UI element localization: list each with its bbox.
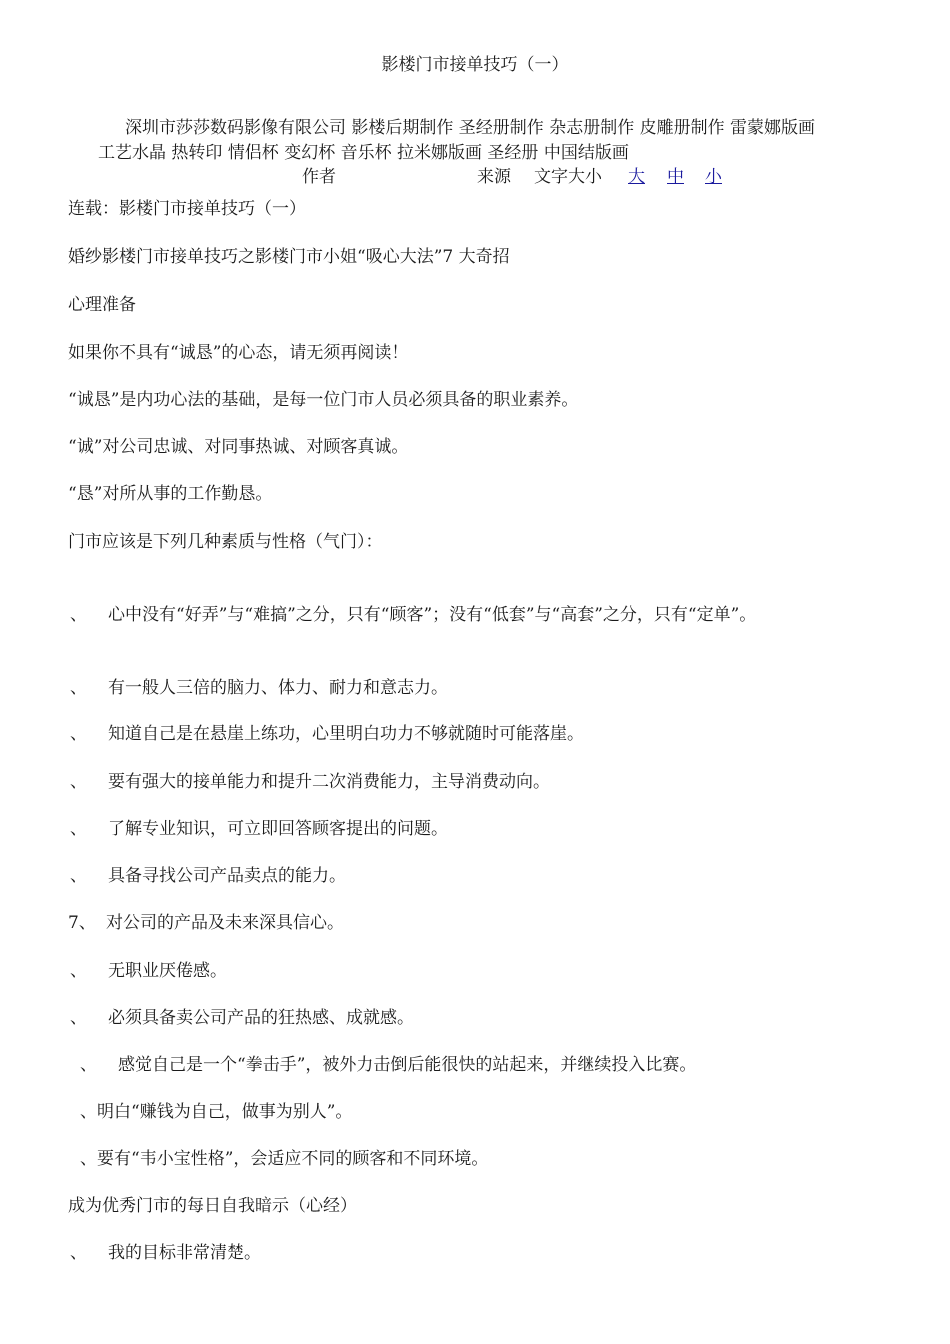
list-item-text: 心中没有“好弄”与“难搞”之分，只有“顾客”；没有“低套”与“高套”之分，只有“定单”。	[108, 605, 757, 625]
list-item-mark: 、	[70, 605, 87, 625]
list-item-text: 明白“赚钱为自己，做事为别人”。	[97, 1102, 353, 1122]
list-item-mark: 7、	[68, 913, 96, 933]
list-item-mark: 、	[70, 678, 87, 698]
font-size-label: 文字大小	[534, 167, 602, 187]
list-item-mark: 、	[70, 866, 87, 886]
list-item	[70, 771, 550, 793]
source-label: 来源	[477, 167, 511, 187]
list-item-mark: 、	[70, 772, 87, 792]
list-item	[70, 865, 346, 887]
list-item-text: 我的目标非常清楚。	[108, 1243, 261, 1263]
font-size-large-link[interactable]: 大	[628, 167, 645, 187]
list-item	[70, 603, 886, 627]
font-size-small-link[interactable]: 小	[705, 167, 722, 187]
list-item-text: 要有强大的接单能力和提升二次消费能力，主导消费动向。	[108, 772, 550, 792]
list-item-mark: 、	[70, 1008, 87, 1028]
list-item-text: 了解专业知识，可立即回答顾客提出的问题。	[108, 819, 448, 839]
font-size-medium-link[interactable]: 中	[667, 167, 684, 187]
list-item-mark: 、	[70, 1243, 87, 1263]
list-item	[70, 1007, 414, 1029]
list-item	[80, 1054, 696, 1076]
article-subtitle: 婚纱影楼门市接单技巧之影楼门市小姐“吸心大法”7 大奇招	[68, 247, 510, 267]
list-item-mark: 、	[80, 1149, 97, 1169]
list-item-mark: 、	[70, 819, 87, 839]
list-item	[68, 912, 344, 934]
list-item	[70, 677, 448, 699]
list-item	[70, 960, 227, 982]
list-item-text: 必须具备卖公司产品的狂热感、成就感。	[108, 1008, 414, 1028]
list-item	[70, 723, 584, 745]
list-item-text: 对公司的产品及未来深具信心。	[106, 913, 344, 933]
author-label: 作者	[302, 167, 336, 187]
paragraph: “诚”对公司忠诚、对同事热诚、对顾客真诚。	[68, 437, 409, 457]
section-heading-daily-affirmation: 成为优秀门市的每日自我暗示（心经）	[68, 1196, 357, 1216]
serial-title: 连载：影楼门市接单技巧（一）	[68, 199, 306, 219]
list-item-text: 无职业厌倦感。	[108, 961, 227, 981]
company-line: 深圳市莎莎数码影像有限公司 影楼后期制作 圣经册制作 杂志册制作 皮雕册制作 雷蒙娜版画	[124, 118, 816, 138]
list-item	[80, 1101, 352, 1123]
list-item	[70, 1242, 261, 1264]
list-item-text: 有一般人三倍的脑力、体力、耐力和意志力。	[108, 678, 448, 698]
paragraph: “诚恳”是内功心法的基础，是每一位门市人员必须具备的职业素养。	[68, 390, 579, 410]
list-item-mark: 、	[80, 1102, 97, 1122]
list-item	[70, 818, 448, 840]
list-item-text: 知道自己是在悬崖上练功，心里明白功力不够就随时可能落崖。	[108, 724, 584, 744]
list-item-text: 具备寻找公司产品卖点的能力。	[108, 866, 346, 886]
list-item-text: 要有“韦小宝性格”，会适应不同的顾客和不同环境。	[97, 1149, 489, 1169]
list-item	[80, 1148, 488, 1170]
paragraph: 门市应该是下列几种素质与性格（气门）：	[68, 532, 383, 552]
paragraph: “恳”对所从事的工作勤恳。	[68, 484, 273, 504]
section-heading-psychology: 心理准备	[68, 295, 136, 315]
paragraph: 如果你不具有“诚恳”的心态，请无须再阅读！	[68, 343, 409, 363]
list-item-text: 感觉自己是一个“拳击手”，被外力击倒后能很快的站起来，并继续投入比赛。	[118, 1055, 697, 1075]
list-item-mark: 、	[70, 961, 87, 981]
products-line: 工艺水晶 热转印 情侣杯 变幻杯 音乐杯 拉米娜版画 圣经册 中国结版画	[98, 143, 629, 163]
list-item-mark: 、	[80, 1055, 97, 1075]
list-item-mark: 、	[70, 724, 87, 744]
page-title: 影楼门市接单技巧（一）	[381, 55, 569, 75]
